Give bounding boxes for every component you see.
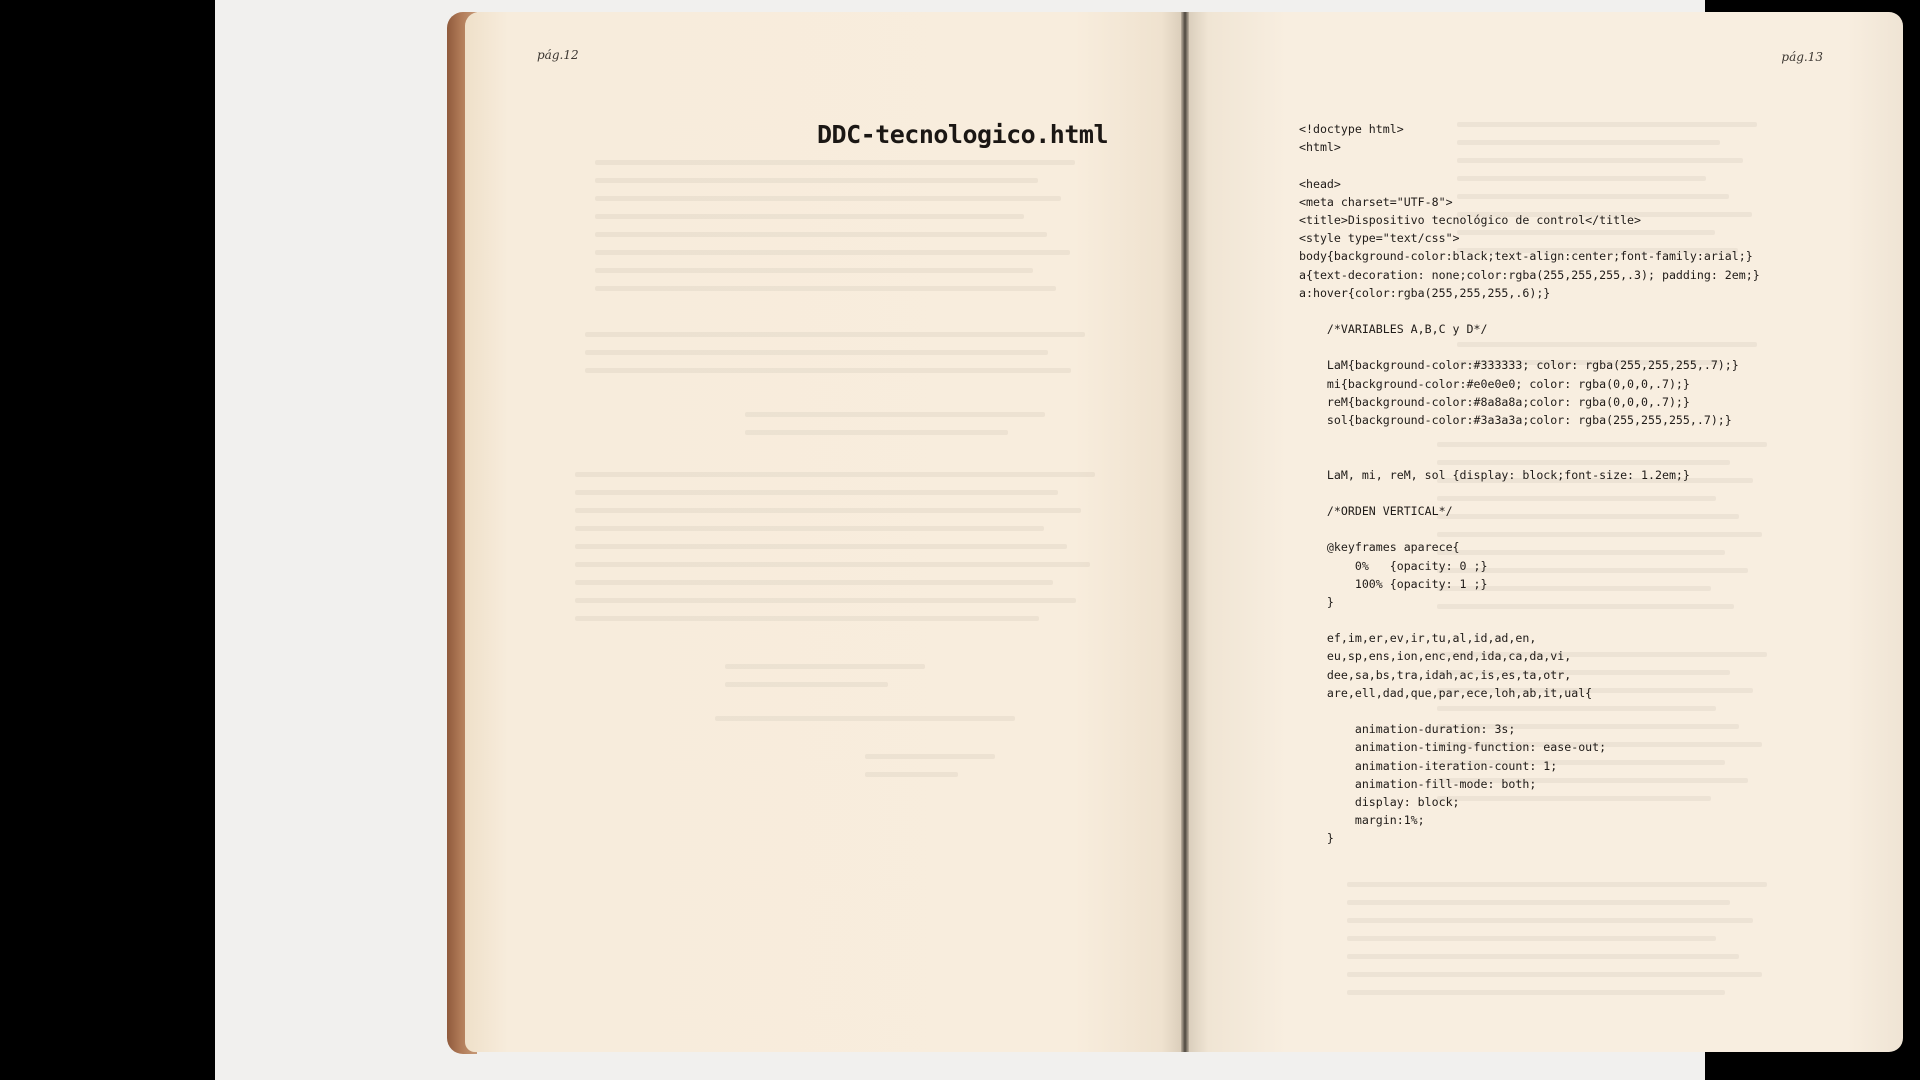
code-line: /*ORDEN VERTICAL*/ <box>1299 503 1453 518</box>
show-through-line <box>575 616 1039 621</box>
code-line <box>1299 447 1760 465</box>
code-line <box>1299 520 1760 538</box>
left-page-number: pág.12 <box>537 48 579 62</box>
code-line: } <box>1299 594 1334 609</box>
show-through-line <box>715 716 1015 721</box>
code-line: eu,sp,ens,ion,enc,end,ida,ca,da,vi, <box>1299 649 1572 664</box>
code-line: <html> <box>1299 140 1341 155</box>
code-line: <style type="text/css"> <box>1299 231 1460 246</box>
show-through-line <box>745 412 1045 417</box>
right-page <box>1187 12 1903 1052</box>
show-through-line <box>1347 954 1739 959</box>
document-title: DDC-tecnologico.html <box>816 120 1108 149</box>
show-through-line <box>585 350 1048 355</box>
code-line: ef,im,er,ev,ir,tu,al,id,ad,en, <box>1299 631 1537 646</box>
show-through-line <box>865 772 958 777</box>
code-line <box>1299 302 1760 320</box>
code-line: display: block; <box>1299 794 1460 809</box>
code-line: <meta charset="UTF-8"> <box>1299 194 1453 209</box>
book-photograph <box>215 0 1823 1080</box>
code-line <box>1299 702 1760 720</box>
code-line: LaM{background-color:#333333; color: rgba(255,255,255,.7);} <box>1299 358 1739 373</box>
show-through-line <box>1347 900 1730 905</box>
code-line: mi{background-color:#e0e0e0; color: rgba(0,0,0,.7);} <box>1299 376 1690 391</box>
show-through-line <box>575 598 1076 603</box>
show-through-line <box>595 214 1024 219</box>
show-through-line <box>725 664 925 669</box>
code-line: body{background-color:black;text-align:center;font-family:arial;} <box>1299 249 1753 264</box>
show-through-line <box>585 332 1085 337</box>
show-through-line <box>1347 972 1762 977</box>
code-line <box>1299 156 1760 174</box>
code-line: LaM, mi, reM, sol {display: block;font-size: 1.2em;} <box>1299 467 1690 482</box>
code-line: <!doctype html> <box>1299 122 1404 136</box>
code-line: <title>Dispositivo tecnológico de control</title> <box>1299 212 1642 227</box>
code-line <box>1299 611 1760 629</box>
show-through-line <box>575 580 1053 585</box>
code-line: reM{background-color:#8a8a8a;color: rgba(0,0,0,.7);} <box>1299 394 1690 409</box>
show-through-line <box>1347 936 1716 941</box>
code-line: are,ell,dad,que,par,ece,loh,ab,it,ual{ <box>1299 685 1593 700</box>
show-through-line <box>1347 990 1725 995</box>
code-line: <head> <box>1299 176 1341 191</box>
left-page <box>465 12 1183 1052</box>
code-line: dee,sa,bs,tra,idah,ac,is,es,ta,otr, <box>1299 667 1572 682</box>
show-through-line <box>595 160 1075 165</box>
show-through-line <box>575 526 1044 531</box>
right-page-number: pág.13 <box>1781 50 1823 64</box>
code-line: animation-fill-mode: both; <box>1299 776 1537 791</box>
show-through-line <box>1347 882 1767 887</box>
book-gutter <box>1181 12 1189 1052</box>
show-through-line <box>595 268 1033 273</box>
show-through-line <box>575 472 1095 477</box>
show-through-line <box>595 178 1038 183</box>
show-through-line <box>595 286 1056 291</box>
code-line: 0% {opacity: 0 ;} <box>1299 558 1488 573</box>
code-line: margin:1%; <box>1299 813 1425 828</box>
show-through-line <box>865 754 995 759</box>
show-through-line <box>585 368 1071 373</box>
show-through-line <box>1347 918 1753 923</box>
code-line <box>1299 338 1760 356</box>
show-through-line <box>575 544 1067 549</box>
code-line <box>1299 484 1760 502</box>
open-book <box>447 12 1903 1054</box>
code-line: a{text-decoration: none;color:rgba(255,255,255,.3); padding: 2em;} <box>1299 267 1760 282</box>
code-line: 100% {opacity: 1 ;} <box>1299 576 1488 591</box>
show-through-line <box>575 562 1090 567</box>
show-through-line <box>595 196 1061 201</box>
show-through-line <box>725 682 888 687</box>
code-line: sol{background-color:#3a3a3a;color: rgba(255,255,255,.7);} <box>1299 413 1732 427</box>
show-through-line <box>595 232 1047 237</box>
code-line: animation-timing-function: ease-out; <box>1299 740 1607 755</box>
show-through-line <box>575 490 1058 495</box>
code-line: /*VARIABLES A,B,C y D*/ <box>1299 322 1488 337</box>
code-line: } <box>1299 831 1334 846</box>
code-line: animation-duration: 3s; <box>1299 722 1516 737</box>
code-line <box>1299 429 1760 447</box>
code-line: animation-iteration-count: 1; <box>1299 758 1558 773</box>
code-line: @keyframes aparece{ <box>1299 540 1460 555</box>
show-through-line <box>745 430 1008 435</box>
code-line: a:hover{color:rgba(255,255,255,.6);} <box>1299 285 1551 300</box>
show-through-line <box>575 508 1081 513</box>
html-code-listing <box>1299 120 1760 848</box>
show-through-line <box>595 250 1070 255</box>
